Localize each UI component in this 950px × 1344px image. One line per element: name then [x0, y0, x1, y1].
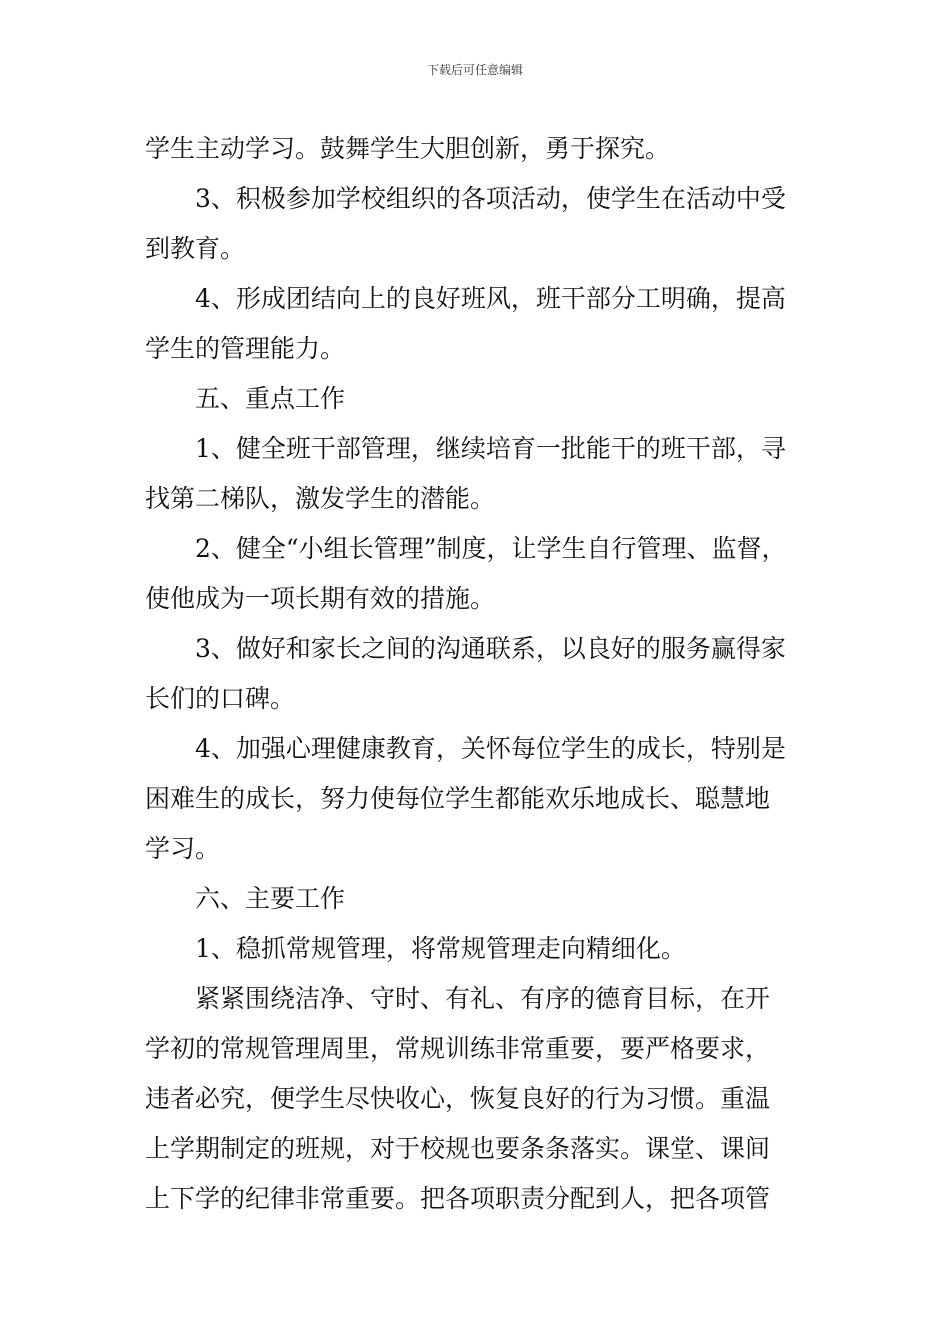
text-line: 3、做好和家长之间的沟通联系，以良好的服务赢得家 [195, 634, 786, 663]
text-line: 上学期制定的班规，对于校规也要条条落实。课堂、课间 [145, 1134, 771, 1163]
text-line: 到教育。 [145, 234, 246, 263]
text-line: 学初的常规管理周里，常规训练非常重要，要严格要求， [145, 1034, 771, 1063]
text-line: 学生主动学习。鼓舞学生大胆创新，勇于探究。 [145, 134, 671, 163]
text-line: 学生的管理能力。 [145, 334, 346, 363]
text-line: 违者必究，便学生尽快收心，恢复良好的行为习惯。重温 [145, 1084, 771, 1113]
text-line: 困难生的成长，努力使每位学生都能欢乐地成长、聪慧地 [145, 784, 771, 813]
text-line: 上下学的纪律非常重要。把各项职责分配到人，把各项管 [145, 1184, 771, 1213]
page-header: 下载后可任意编辑 [426, 63, 523, 77]
text-line: 长们的口碑。 [145, 684, 296, 713]
document-body [145, 128, 810, 1228]
text-line: 2、健全“小组长管理”制度，让学生自行管理、监督， [195, 534, 787, 563]
section-heading: 六、主要工作 [195, 884, 346, 913]
text-line: 紧紧围绕洁净、守时、有礼、有序的德育目标，在开 [195, 984, 771, 1013]
text-line: 1、健全班干部管理，继续培育一批能干的班干部，寻 [195, 434, 786, 463]
text-line: 4、形成团结向上的良好班风，班干部分工明确，提高 [195, 284, 786, 313]
section-heading: 五、重点工作 [195, 384, 346, 413]
text-line: 3、积极参加学校组织的各项活动，使学生在活动中受 [195, 184, 786, 213]
text-line: 学习。 [145, 834, 221, 863]
text-line: 4、加强心理健康教育，关怀每位学生的成长，特别是 [195, 734, 786, 763]
text-line: 使他成为一项长期有效的措施。 [145, 584, 496, 613]
text-line: 找第二梯队，激发学生的潜能。 [145, 484, 496, 513]
text-line: 1、稳抓常规管理，将常规管理走向精细化。 [195, 934, 686, 963]
